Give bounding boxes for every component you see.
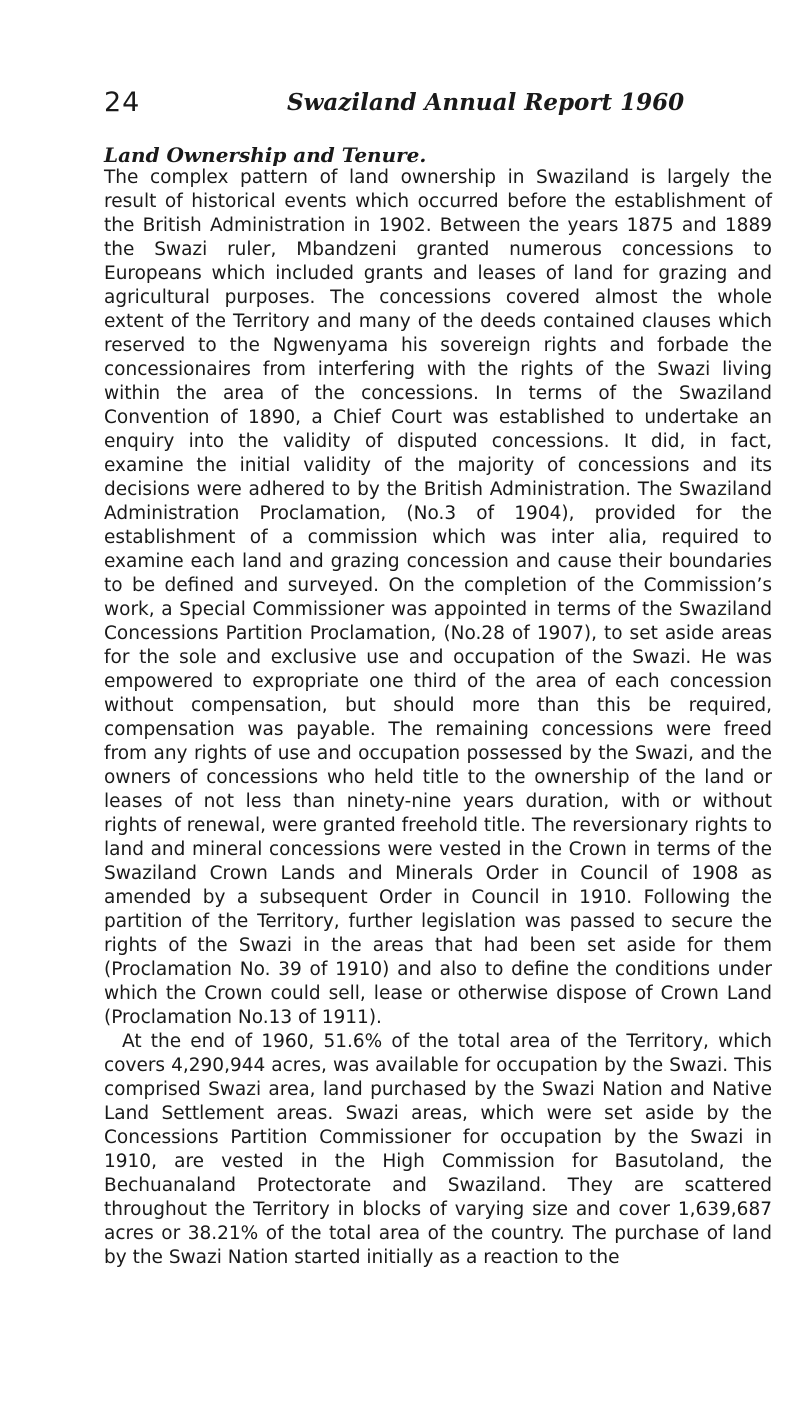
- section-heading: Land Ownership and Tenure.: [104, 143, 427, 167]
- page-number: 24: [104, 87, 141, 118]
- running-title: Swaziland Annual Report 1960: [287, 89, 685, 116]
- running-header: [104, 86, 770, 126]
- paragraph-land-history: The complex pattern of land ownership in Swaziland is largely the result of historical events which occurred before the establishment of the British Administration in 1902. Between the years 1875 and 1889 the Swazi ruler, Mbandzeni granted numerous concessions to Europeans which included grants and leases of land for grazing and agricultural purposes. The concessions covered almost the whole extent of the Territory and many of the deeds contained clauses which reserved to the Ngwenyama his sovereign rights and forbade the concessionaires from interfering with the rights of the Swazi living within the area of the concessions. In terms of the Swaziland Convention of 1890, a Chief Court was established to undertake an enquiry into the validity of disputed concessions. It did, in fact, examine the initial validity of the majority of concessions and its decisions were adhered to by the British Administration. The Swaziland Administration Proclamation, (No.3 of 1904), provided for the establishment of a commission which was inter alia, required to examine each land and grazing concession and cause their boundaries to be defined and surveyed. On the completion of the Commission’s work, a Special Commissioner was appointed in terms of the Swaziland Concessions Partition Proclamation, (No.28 of 1907), to set aside areas for the sole and exclusive use and occupation of the Swazi. He was empowered to expropriate one third of the area of each concession without compensation, but should more than this be required, compensation was payable. The remaining concessions were freed from any rights of use and occupation possessed by the Swazi, and the owners of concessions who held title to the ownership of the land or leases of not less than ninety-nine years duration, with or without rights of renewal, were granted freehold title. The reversionary rights to land and mineral concessions were vested in the Crown in terms of the Swaziland Crown Lands and Minerals Order in Council of 1908 as amended by a subsequent Order in Council in 1910. Following the partition of the Territory, further legislation was passed to secure the rights of the Swazi in the areas that had been set aside for them (Proclamation No. 39 of 1910) and also to define the conditions under which the Crown could sell, lease or otherwise dispose of Crown Land (Proclamation No.13 of 1911).: [104, 167, 772, 1028]
- paragraph-swazi-occupation: At the end of 1960, 51.6% of the total area of the Territory, which covers 4,290,944 acres, was available for occupation by the Swazi. This comprised Swazi area, land purchased by the Swazi Nation and Native Land Settlement areas. Swazi areas, which were set aside by the Concessions Partition Commissioner for occupation by the Swazi in 1910, are vested in the High Commission for Basutoland, the Bechuanaland Protectorate and Swaziland. They are scattered throughout the Territory in blocks of varying size and cover 1,639,687 acres or 38.21% of the total area of the country. The purchase of land by the Swazi Nation started initially as a reaction to the: [104, 1031, 772, 1268]
- body-text: [104, 166, 772, 1270]
